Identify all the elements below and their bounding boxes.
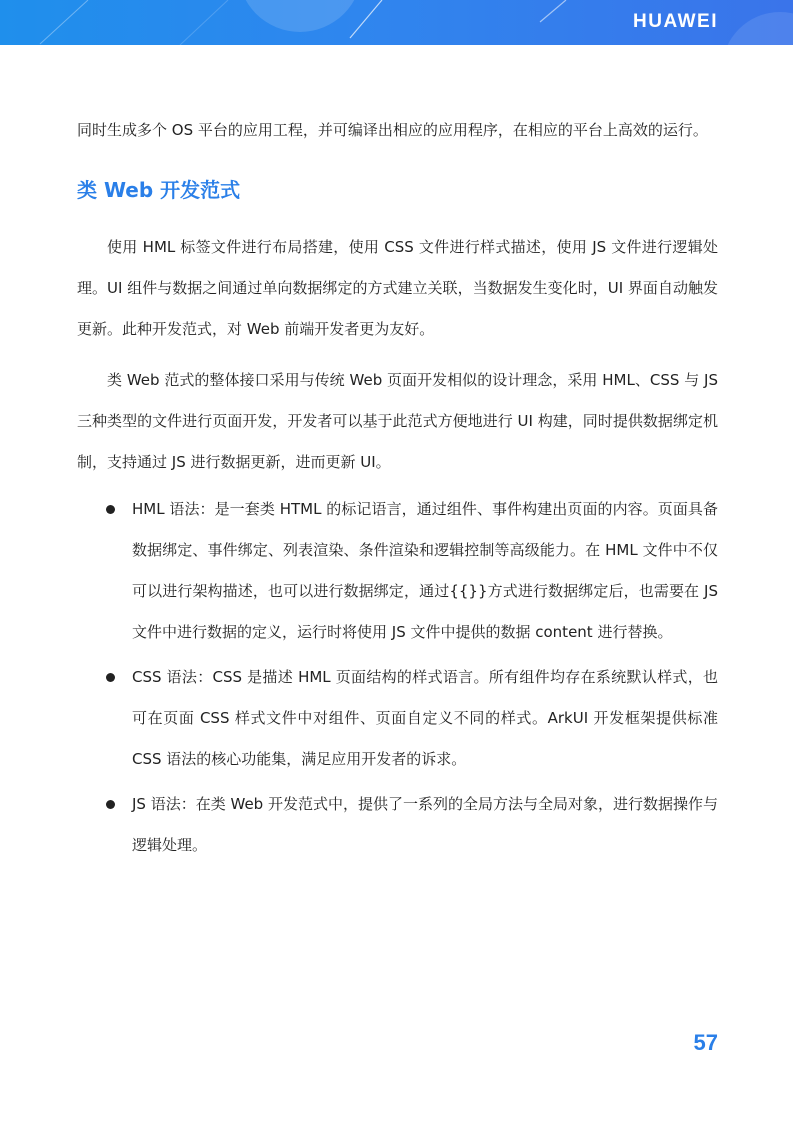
- section-title: 类 Web 开发范式: [77, 178, 241, 202]
- brand-logo-text: HUAWEI: [633, 11, 718, 32]
- bullet-dot-icon: [106, 505, 115, 514]
- bullet-text: CSS 语法：CSS 是描述 HML 页面结构的样式语言。所有组件均存在系统默认样式，也可在页面 CSS 样式文件中对组件、页面自定义不同的样式。ArkUI 开发框架提供标准 CSS 语法的核心功能集，满足应用开发者的诉求。: [132, 668, 718, 768]
- bullet-dot-icon: [106, 673, 115, 682]
- paragraph-2: 类 Web 范式的整体接口采用与传统 Web 页面开发相似的设计理念，采用 HML、CSS 与 JS 三种类型的文件进行页面开发，开发者可以基于此范式方便地进行 UI 构建，同时提供数据绑定机制，支持通过 JS 进行数据更新，进而更新 UI。: [77, 371, 718, 471]
- bullet-dot-icon: [106, 800, 115, 809]
- intro-paragraph: 同时生成多个 OS 平台的应用工程，并可编译出相应的应用程序，在相应的平台上高效的运行。: [77, 121, 708, 139]
- bullet-text: JS 语法：在类 Web 开发范式中，提供了一系列的全局方法与全局对象，进行数据操作与逻辑处理。: [132, 795, 718, 854]
- bullet-item-hml: [77, 489, 718, 653]
- bullet-list: [77, 489, 718, 866]
- bullet-text: HML 语法：是一套类 HTML 的标记语言，通过组件、事件构建出页面的内容。页面具备数据绑定、事件绑定、列表渲染、条件渲染和逻辑控制等高级能力。在 HML 文件中不仅可以进行架构描述，也可以进行数据绑定，通过{{}}方式进行数据绑定后，也需要在 JS 文件中进行数据的定义，运行时将使用 JS 文件中提供的数据 content 进行替换。: [132, 500, 718, 641]
- paragraph-1: 使用 HML 标签文件进行布局搭建，使用 CSS 文件进行样式描述，使用 JS 文件进行逻辑处理。UI 组件与数据之间通过单向数据绑定的方式建立关联，当数据发生变化时，UI 界面自动触发更新。此种开发范式，对 Web 前端开发者更为友好。: [77, 238, 718, 338]
- page-number: 57: [693, 1030, 718, 1055]
- header-banner: [0, 0, 793, 45]
- bullet-item-css: [77, 657, 718, 780]
- bullet-item-js: [77, 784, 718, 866]
- page-content: [77, 110, 718, 870]
